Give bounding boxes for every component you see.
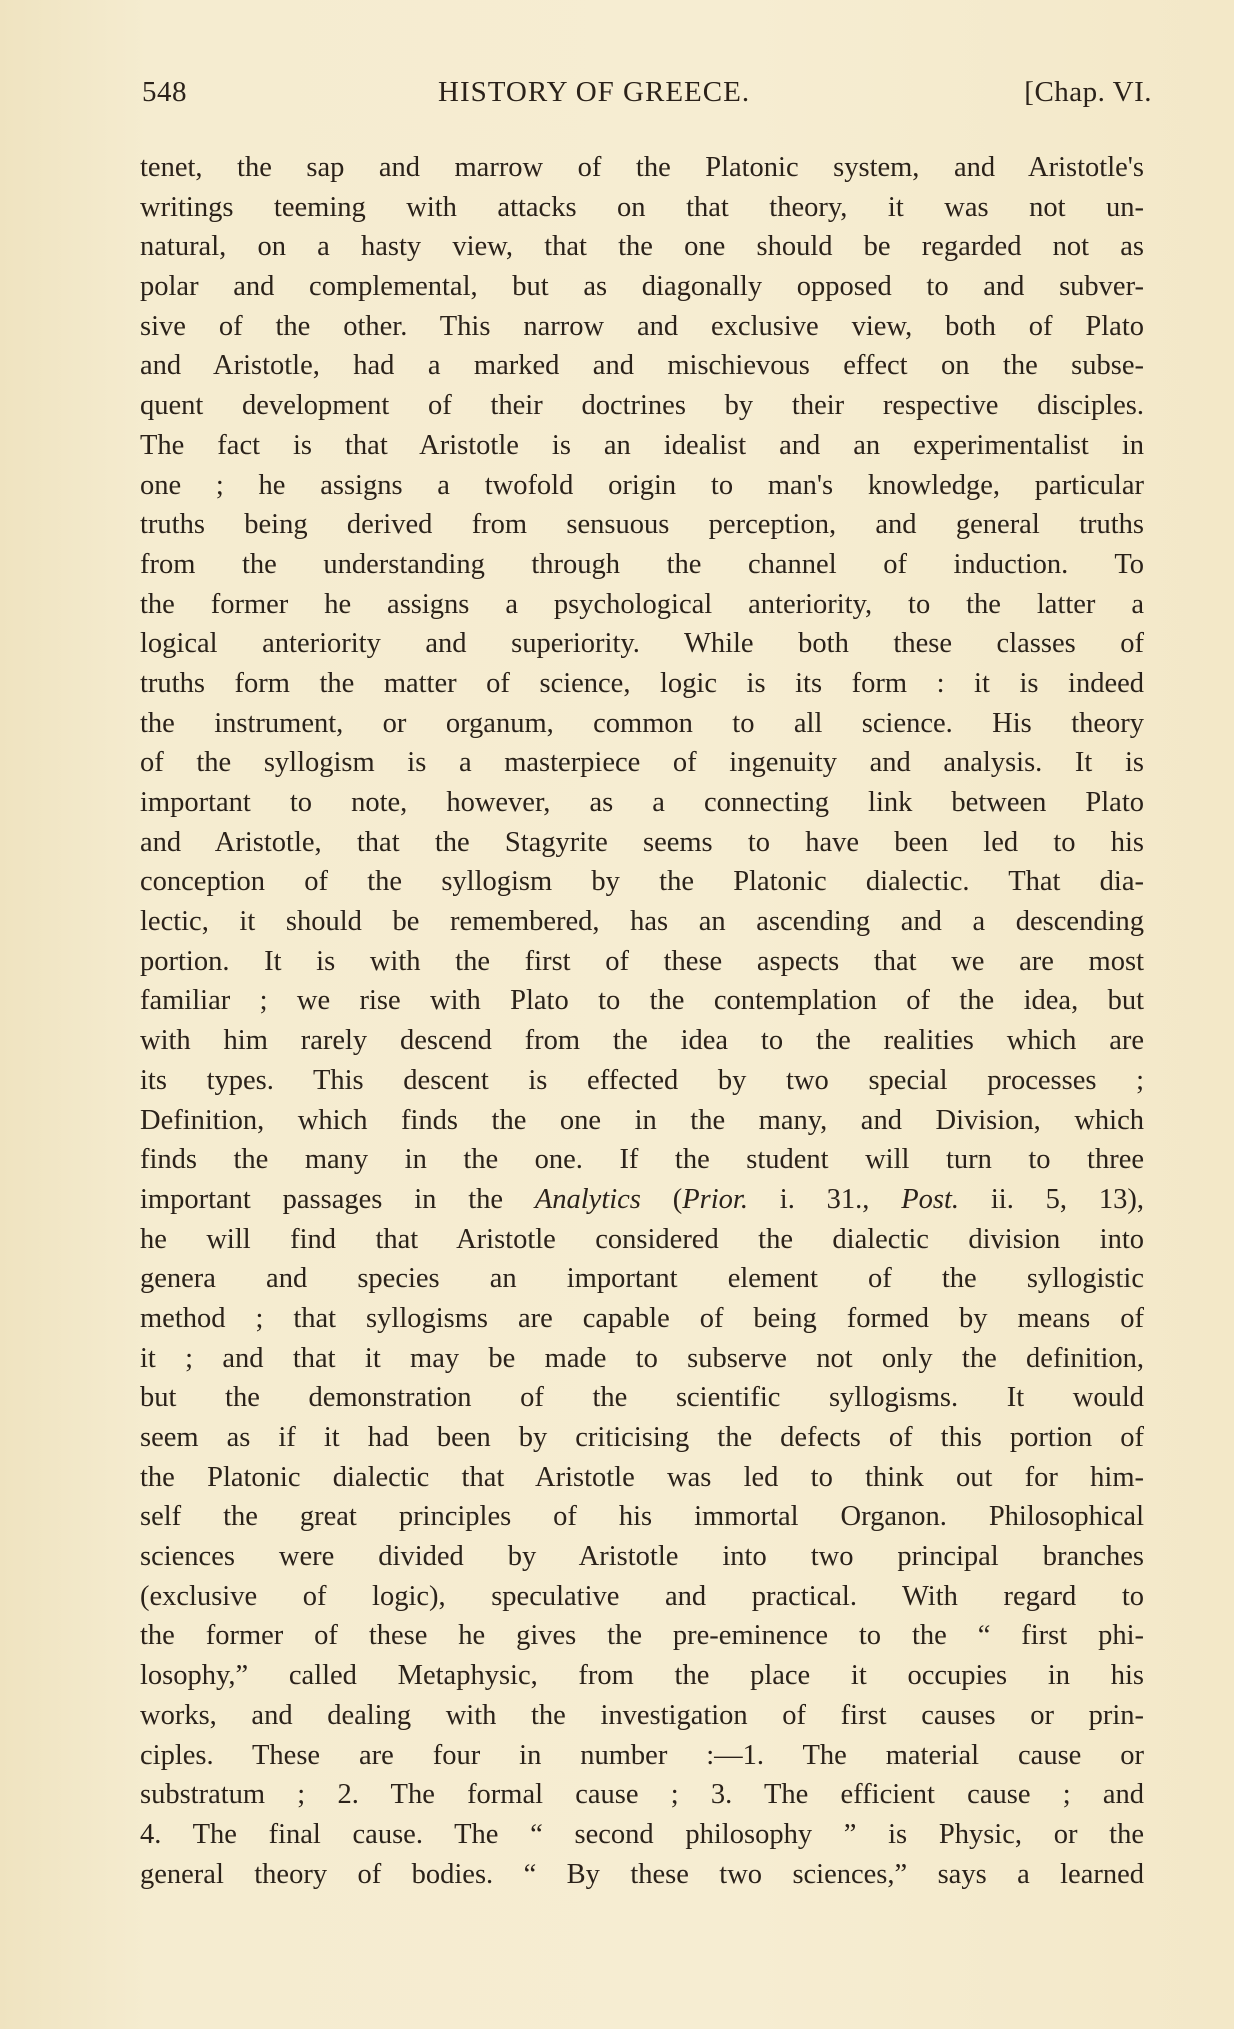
text-line: sciences were divided by Aristotle into two principal branches xyxy=(140,1541,1144,1573)
text-line: polar and complemental, but as diagonally opposed to and subver- xyxy=(140,271,1144,303)
citation-title-analytics: Analytics xyxy=(534,1183,641,1215)
text-line: method ; that syllogisms are capable of being formed by means of xyxy=(140,1302,1144,1334)
text-line: important to note, however, as a connecting link between Plato xyxy=(140,787,1144,818)
citation-text: important passages in the xyxy=(140,1183,535,1215)
text-line: 4. The final cause. The “ second philosophy ” is Physic, or the xyxy=(140,1818,1144,1850)
text-line: conception of the syllogism by the Platonic dialectic. That dia- xyxy=(140,866,1144,898)
text-line: the former he assigns a psychological anteriority, to the latter a xyxy=(140,588,1144,620)
text-line: truths being derived from sensuous perception, and general truths xyxy=(140,509,1144,541)
text-line: quent development of their doctrines by their respective disciples. xyxy=(140,390,1144,422)
page-number: 548 xyxy=(142,76,187,108)
citation-text: ii. 5, 13), xyxy=(959,1183,1144,1215)
text-line: writings teeming with attacks on that theory, it was not un- xyxy=(140,191,1144,223)
running-title: HISTORY OF GREECE. xyxy=(438,76,751,108)
text-line: truths form the matter of science, logic is its form : it is indeed xyxy=(140,667,1144,699)
text-line: it ; and that it may be made to subserve not only the definition, xyxy=(140,1342,1144,1374)
text-line: tenet, the sap and marrow of the Platonic system, and Aristotle's xyxy=(140,152,1144,183)
text-line: familiar ; we rise with Plato to the contemplation of the idea, but xyxy=(140,985,1144,1017)
citation-title-prior: Prior. xyxy=(682,1183,748,1215)
text-line: one ; he assigns a twofold origin to man's knowledge, particular xyxy=(140,469,1144,501)
text-line: and Aristotle, that the Stagyrite seems to have been led to his xyxy=(140,826,1144,858)
running-header xyxy=(142,76,1152,120)
text-line: the former of these he gives the pre-eminence to the “ first phi- xyxy=(140,1620,1144,1652)
text-line: portion. It is with the first of these aspects that we are most xyxy=(140,945,1144,977)
text-line: self the great principles of his immortal Organon. Philosophical xyxy=(140,1501,1144,1533)
text-line: and Aristotle, had a marked and mischievous effect on the subse- xyxy=(140,350,1144,382)
text-line: from the understanding through the channel of induction. To xyxy=(140,548,1144,580)
citation-text: i. 31., xyxy=(747,1183,902,1215)
text-line: finds the many in the one. If the student will turn to three xyxy=(140,1144,1144,1176)
text-line: ciples. These are four in number :—1. The material cause or xyxy=(140,1739,1144,1771)
citation-title-post: Post. xyxy=(901,1183,960,1215)
text-line: genera and species an important element of the syllogistic xyxy=(140,1263,1144,1295)
text-line: natural, on a hasty view, that the one should be regarded not as xyxy=(140,231,1144,263)
text-line: seem as if it had been by criticising the defects of this portion of xyxy=(140,1422,1144,1453)
text-line-citation xyxy=(140,1180,1144,1220)
chapter-reference: [Chap. VI. xyxy=(1024,76,1152,108)
text-line: the Platonic dialectic that Aristotle was led to think out for him- xyxy=(140,1461,1144,1493)
text-line: substratum ; 2. The formal cause ; 3. The efficient cause ; and xyxy=(140,1779,1144,1811)
text-line: he will find that Aristotle considered the dialectic division into xyxy=(140,1223,1144,1255)
text-line: its types. This descent is effected by two special processes ; xyxy=(140,1064,1144,1096)
text-line: (exclusive of logic), speculative and practical. With regard to xyxy=(140,1580,1144,1612)
text-line: losophy,” called Metaphysic, from the place it occupies in his xyxy=(140,1660,1144,1692)
text-line: but the demonstration of the scientific syllogisms. It would xyxy=(140,1382,1144,1414)
text-line: with him rarely descend from the idea to the realities which are xyxy=(140,1025,1144,1057)
text-line: logical anteriority and superiority. While both these classes of xyxy=(140,628,1144,660)
text-line: lectic, it should be remembered, has an ascending and a descending xyxy=(140,906,1144,938)
text-line: works, and dealing with the investigation of first causes or prin- xyxy=(140,1699,1144,1731)
text-line: general theory of bodies. “ By these two sciences,” says a learned xyxy=(140,1858,1144,1890)
text-line: The fact is that Aristotle is an idealist and an experimentalist in xyxy=(140,429,1144,461)
citation-text: ( xyxy=(640,1183,683,1215)
text-line: the instrument, or organum, common to all science. His theory xyxy=(140,707,1144,739)
body-text xyxy=(140,148,1144,1894)
text-line: Definition, which finds the one in the many, and Division, which xyxy=(140,1104,1144,1136)
text-line: of the syllogism is a masterpiece of ingenuity and analysis. It is xyxy=(140,747,1144,779)
text-line: sive of the other. This narrow and exclusive view, both of Plato xyxy=(140,310,1144,342)
